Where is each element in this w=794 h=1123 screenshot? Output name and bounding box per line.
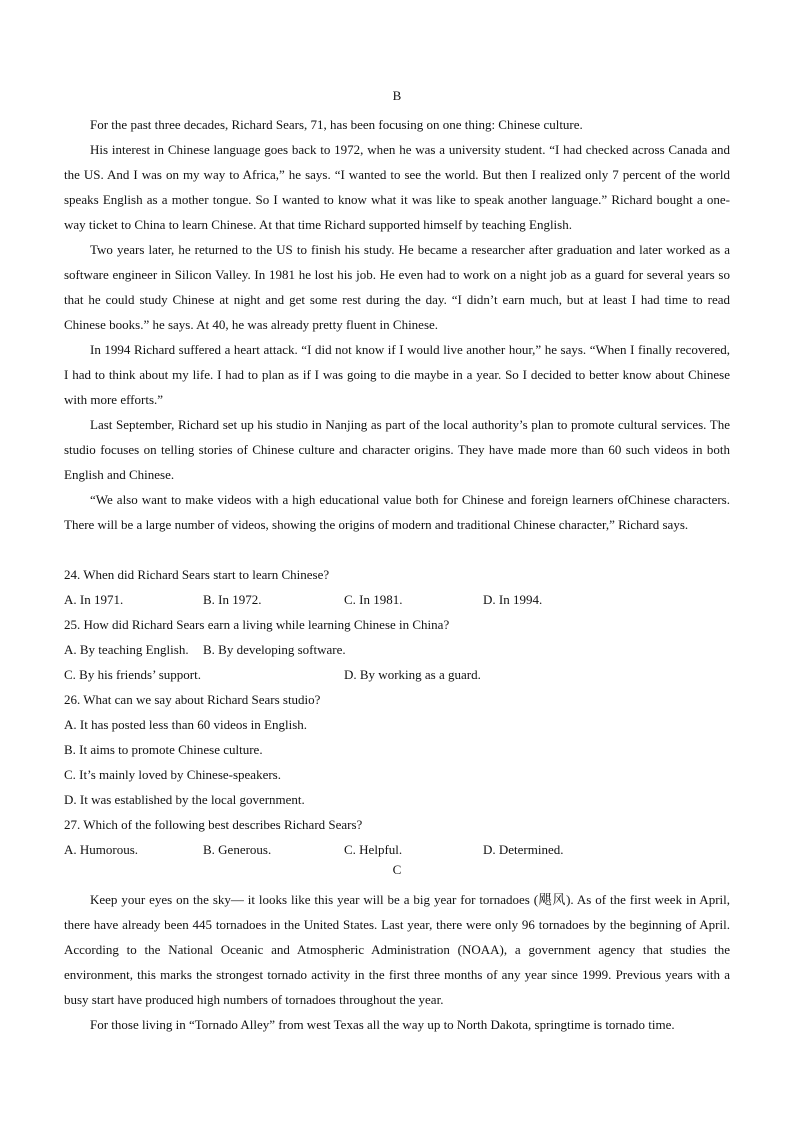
- question-25-option-a: A. By teaching English.: [64, 642, 189, 657]
- passage-b-paragraph-3: Two years later, he returned to the US to finish his study. He became a researcher after graduation and later worked as a software engineer in Silicon Valley. In 1981 he lost his job. He even had to work on a night job as a guard for several years so that he could study Chinese at night and get some rest during the day. “I didn’t earn much, but at least I had time to read Chinese books.” he says. At 40, he was already pretty fluent in Chinese.: [64, 242, 730, 332]
- question-26-option-a: A. It has posted less than 60 videos in English.: [64, 717, 308, 732]
- question-27-stem: 27. Which of the following best describes Richard Sears?: [64, 817, 363, 832]
- question-24-option-d: D. In 1994.: [483, 592, 543, 607]
- question-24-stem: 24. When did Richard Sears start to learn Chinese?: [64, 567, 330, 582]
- question-25-options-row-2: [64, 662, 730, 687]
- question-27-option-d: D. Determined.: [483, 842, 564, 857]
- question-27-option-b: B. Generous.: [203, 842, 272, 857]
- section-c-label: C: [392, 862, 402, 877]
- question-26-option-b: B. It aims to promote Chinese culture.: [64, 742, 263, 757]
- question-27-option-a: A. Humorous.: [64, 842, 139, 857]
- question-25-option-b: B. By developing software.: [203, 642, 346, 657]
- passage-c-paragraph-1: Keep your eyes on the sky— it looks like this year will be a big year for tornadoes (飓风). As of the first week in April, there have already been 445 tornadoes in the United States. Last year, there were only 96 tornadoes by the beginning of April. According to the National Oceanic and Atmospheric Administration (NOAA), a government agency that studies the environment, this marks the strongest tornado activity in the first three months of any year since 1999. Previous years with a busy start have produced high numbers of tornadoes throughout the year.: [64, 892, 730, 1007]
- passage-b-paragraph-1: For the past three decades, Richard Sears, 71, has been focusing on one thing: Chinese culture.: [90, 117, 583, 132]
- passage-b-paragraph-4: In 1994 Richard suffered a heart attack. “I did not know if I would live another hour,” he says. “When I finally recovered, I had to think about my life. I had to plan as if I was going to die maybe in a year. So I decided to better know about Chinese with more efforts.”: [64, 342, 730, 407]
- passage-b-paragraph-2: His interest in Chinese language goes back to 1972, when he was a university student. “I had checked across Canada and the US. And I was on my way to Africa,” he says. “I wanted to see the world. But then I realized only 7 percent of the world speaks English as a mother tongue. So I wanted to know what it was like to speak another language.” Richard bought a one-way ticket to China to learn Chinese. At that time Richard supported himself by teaching English.: [64, 142, 730, 232]
- question-27-option-c: C. Helpful.: [344, 842, 403, 857]
- question-25-options-row-1: [64, 637, 730, 662]
- question-26-stem: 26. What can we say about Richard Sears studio?: [64, 692, 321, 707]
- section-b-label: B: [392, 88, 402, 103]
- question-24-option-a: A. In 1971.: [64, 592, 124, 607]
- passage-b-paragraph-6: “We also want to make videos with a high educational value both for Chinese and foreign learners ofChinese characters. There will be a large number of videos, showing the origins of modern and traditional Chinese character,” Richard says.: [64, 492, 730, 532]
- question-26-option-c: C. It’s mainly loved by Chinese-speakers.: [64, 767, 281, 782]
- question-24-option-c: C. In 1981.: [344, 592, 403, 607]
- question-25-option-c: C. By his friends’ support.: [64, 667, 201, 682]
- question-24-option-b: B. In 1972.: [203, 592, 262, 607]
- question-25-stem: 25. How did Richard Sears earn a living while learning Chinese in China?: [64, 617, 450, 632]
- passage-b-paragraph-5: Last September, Richard set up his studio in Nanjing as part of the local authority’s plan to promote cultural services. The studio focuses on telling stories of Chinese culture and character origins. They have made more than 60 such videos in both English and Chinese.: [64, 417, 730, 482]
- question-25-option-d: D. By working as a guard.: [344, 667, 481, 682]
- passage-c-paragraph-2: For those living in “Tornado Alley” from west Texas all the way up to North Dakota, springtime is tornado time.: [90, 1017, 675, 1032]
- question-27-options: [64, 837, 730, 862]
- question-24-options: [64, 587, 730, 612]
- question-26-option-d: D. It was established by the local government.: [64, 792, 305, 807]
